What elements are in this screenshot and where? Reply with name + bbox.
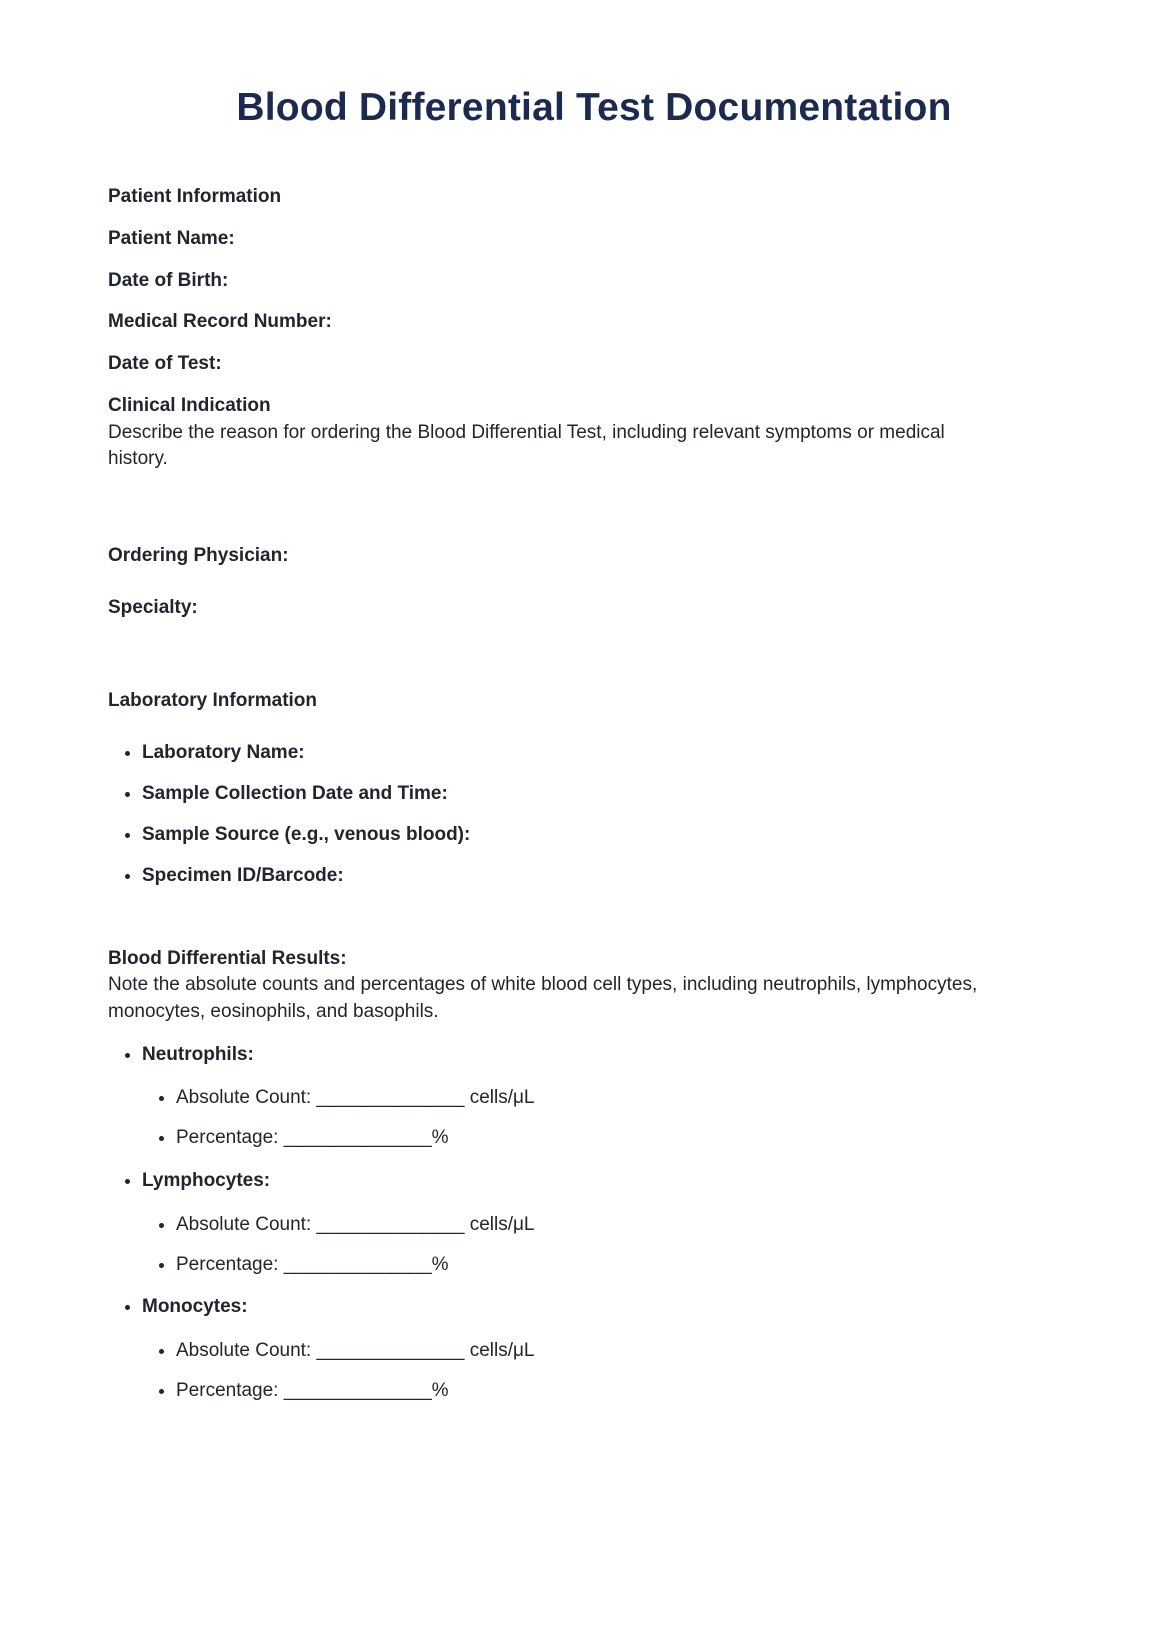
clinical-indication-section xyxy=(108,395,1080,473)
blood-differential-results-heading: Blood Differential Results: xyxy=(108,947,347,969)
neutrophils-percentage-line: • Percentage: ______________% xyxy=(176,1127,1080,1150)
neutrophils-sublist xyxy=(142,1087,1080,1150)
document-title: Blood Differential Test Documentation xyxy=(236,86,952,129)
patient-name-field: Patient Name: xyxy=(108,227,235,249)
blood-differential-results-section xyxy=(108,948,1080,1403)
results-list xyxy=(108,1044,1080,1403)
neutrophils-item xyxy=(142,1044,1080,1150)
blood-differential-results-description: Note the absolute counts and percentages of white blood cell types, including neutrophils, lymphocytes, monocytes, eosinophils, and basophils. xyxy=(108,974,978,1022)
medical-record-number-field: Medical Record Number: xyxy=(108,311,332,333)
lymphocytes-label: Lymphocytes: xyxy=(142,1169,271,1191)
monocytes-item xyxy=(142,1296,1080,1402)
lymphocytes-item xyxy=(142,1170,1080,1276)
lymphocytes-sublist xyxy=(142,1214,1080,1277)
sample-collection-item: • Sample Collection Date and Time: xyxy=(142,783,1080,806)
lymphocytes-absolute-count-line: • Absolute Count: ______________ cells/μL xyxy=(176,1214,1080,1237)
lymphocytes-percentage-line: • Percentage: ______________% xyxy=(176,1254,1080,1277)
neutrophils-label: Neutrophils: xyxy=(142,1043,254,1065)
patient-information-heading: Patient Information xyxy=(108,186,282,207)
clinical-indication-description: Describe the reason for ordering the Blood Differential Test, including relevant symptoms or medical history. xyxy=(108,421,945,470)
monocytes-percentage-line: • Percentage: ______________% xyxy=(176,1380,1080,1403)
sample-source-item: • Sample Source (e.g., venous blood): xyxy=(142,824,1080,847)
date-of-test-field: Date of Test: xyxy=(108,353,222,375)
clinical-indication-heading: Clinical Indication xyxy=(108,394,271,416)
laboratory-information-heading: Laboratory Information xyxy=(108,689,318,711)
monocytes-sublist xyxy=(142,1340,1080,1403)
monocytes-label: Monocytes: xyxy=(142,1296,248,1318)
laboratory-information-list xyxy=(108,742,1080,887)
specialty-field: Specialty: xyxy=(108,596,198,618)
monocytes-absolute-count-line: • Absolute Count: ______________ cells/μL xyxy=(176,1340,1080,1363)
ordering-physician-field: Ordering Physician: xyxy=(108,544,289,566)
ordering-physician-section xyxy=(108,545,1080,620)
laboratory-information-section xyxy=(108,690,1080,888)
laboratory-name-item: • Laboratory Name: xyxy=(142,742,1080,765)
date-of-birth-field: Date of Birth: xyxy=(108,269,229,291)
patient-information-section xyxy=(108,186,1080,376)
neutrophils-absolute-count-line: • Absolute Count: ______________ cells/μL xyxy=(176,1087,1080,1110)
specimen-id-item: • Specimen ID/Barcode: xyxy=(142,865,1080,888)
